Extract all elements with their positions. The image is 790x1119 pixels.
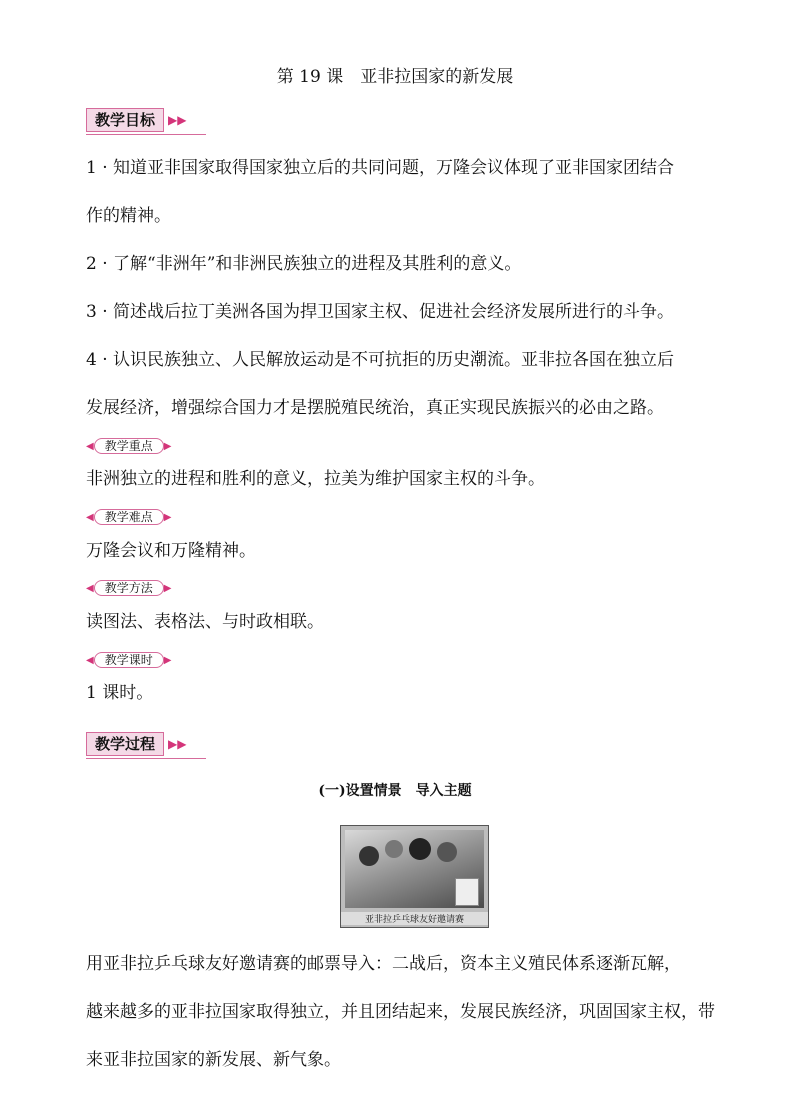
label-key-points	[86, 438, 171, 454]
label-difficulties	[86, 509, 171, 525]
arrow-left-icon: ◀	[86, 440, 94, 452]
double-arrow-icon: ▶▶	[168, 737, 187, 751]
pill-label: 教学难点	[94, 509, 164, 525]
figure-head	[359, 846, 379, 866]
difficulties-text: 万隆会议和万隆精神。	[86, 541, 256, 561]
pill-label: 教学课时	[94, 652, 164, 668]
arrow-right-icon: ▶	[163, 654, 172, 666]
subheading: (一)设置情景 导入主题	[318, 783, 472, 799]
image-caption: 亚非拉乒乓球友好邀请赛	[341, 912, 488, 925]
section-badge-process	[86, 732, 186, 756]
intro-line: 越来越多的亚非拉国家取得独立，并且团结起来，发展民族经济，巩固国家主权，带	[86, 1002, 715, 1022]
pill-label: 教学重点	[94, 438, 164, 454]
label-hours	[86, 652, 171, 668]
divider	[86, 758, 206, 759]
goal-line: 发展经济，增强综合国力才是摆脱殖民统治，真正实现民族振兴的必由之路。	[86, 398, 664, 418]
section-badge-label: 教学目标	[86, 108, 164, 132]
page-title: 第 19 课 亚非拉国家的新发展	[276, 67, 514, 87]
figure-head	[385, 840, 403, 858]
arrow-left-icon: ◀	[86, 582, 94, 594]
goal-line: 作的精神。	[86, 206, 171, 226]
arrow-right-icon: ▶	[163, 582, 172, 594]
figure-head	[409, 838, 431, 860]
hours-text: 1 课时。	[86, 683, 154, 703]
goal-line: 3 · 简述战后拉丁美洲各国为捍卫国家主权、促进社会经济发展所进行的斗争。	[86, 302, 675, 322]
figure-head	[437, 842, 457, 862]
methods-text: 读图法、表格法、与时政相联。	[86, 612, 324, 632]
pill-label: 教学方法	[94, 580, 164, 596]
arrow-right-icon: ▶	[163, 511, 172, 523]
divider	[86, 134, 206, 135]
arrow-right-icon: ▶	[163, 440, 172, 452]
key-points-text: 非洲独立的进程和胜利的意义，拉美为维护国家主权的斗争。	[86, 469, 545, 489]
goal-line: 2 · 了解“非洲年”和非洲民族独立的进程及其胜利的意义。	[86, 254, 522, 274]
intro-line: 用亚非拉乒乓球友好邀请赛的邮票导入：二战后，资本主义殖民体系逐渐瓦解，	[86, 954, 681, 974]
section-badge-label: 教学过程	[86, 732, 164, 756]
double-arrow-icon: ▶▶	[168, 113, 187, 127]
arrow-left-icon: ◀	[86, 511, 94, 523]
intro-line: 来亚非拉国家的新发展、新气象。	[86, 1050, 341, 1070]
inset-stamp	[455, 878, 479, 906]
label-methods	[86, 580, 171, 596]
section-badge-goals	[86, 108, 186, 132]
stamp-image	[340, 825, 489, 928]
stamp-scene	[345, 830, 484, 908]
goal-line: 4 · 认识民族独立、人民解放运动是不可抗拒的历史潮流。亚非拉各国在独立后	[86, 350, 675, 370]
goal-line: 1 · 知道亚非国家取得国家独立后的共同问题，万隆会议体现了亚非国家团结合	[86, 158, 675, 178]
arrow-left-icon: ◀	[86, 654, 94, 666]
